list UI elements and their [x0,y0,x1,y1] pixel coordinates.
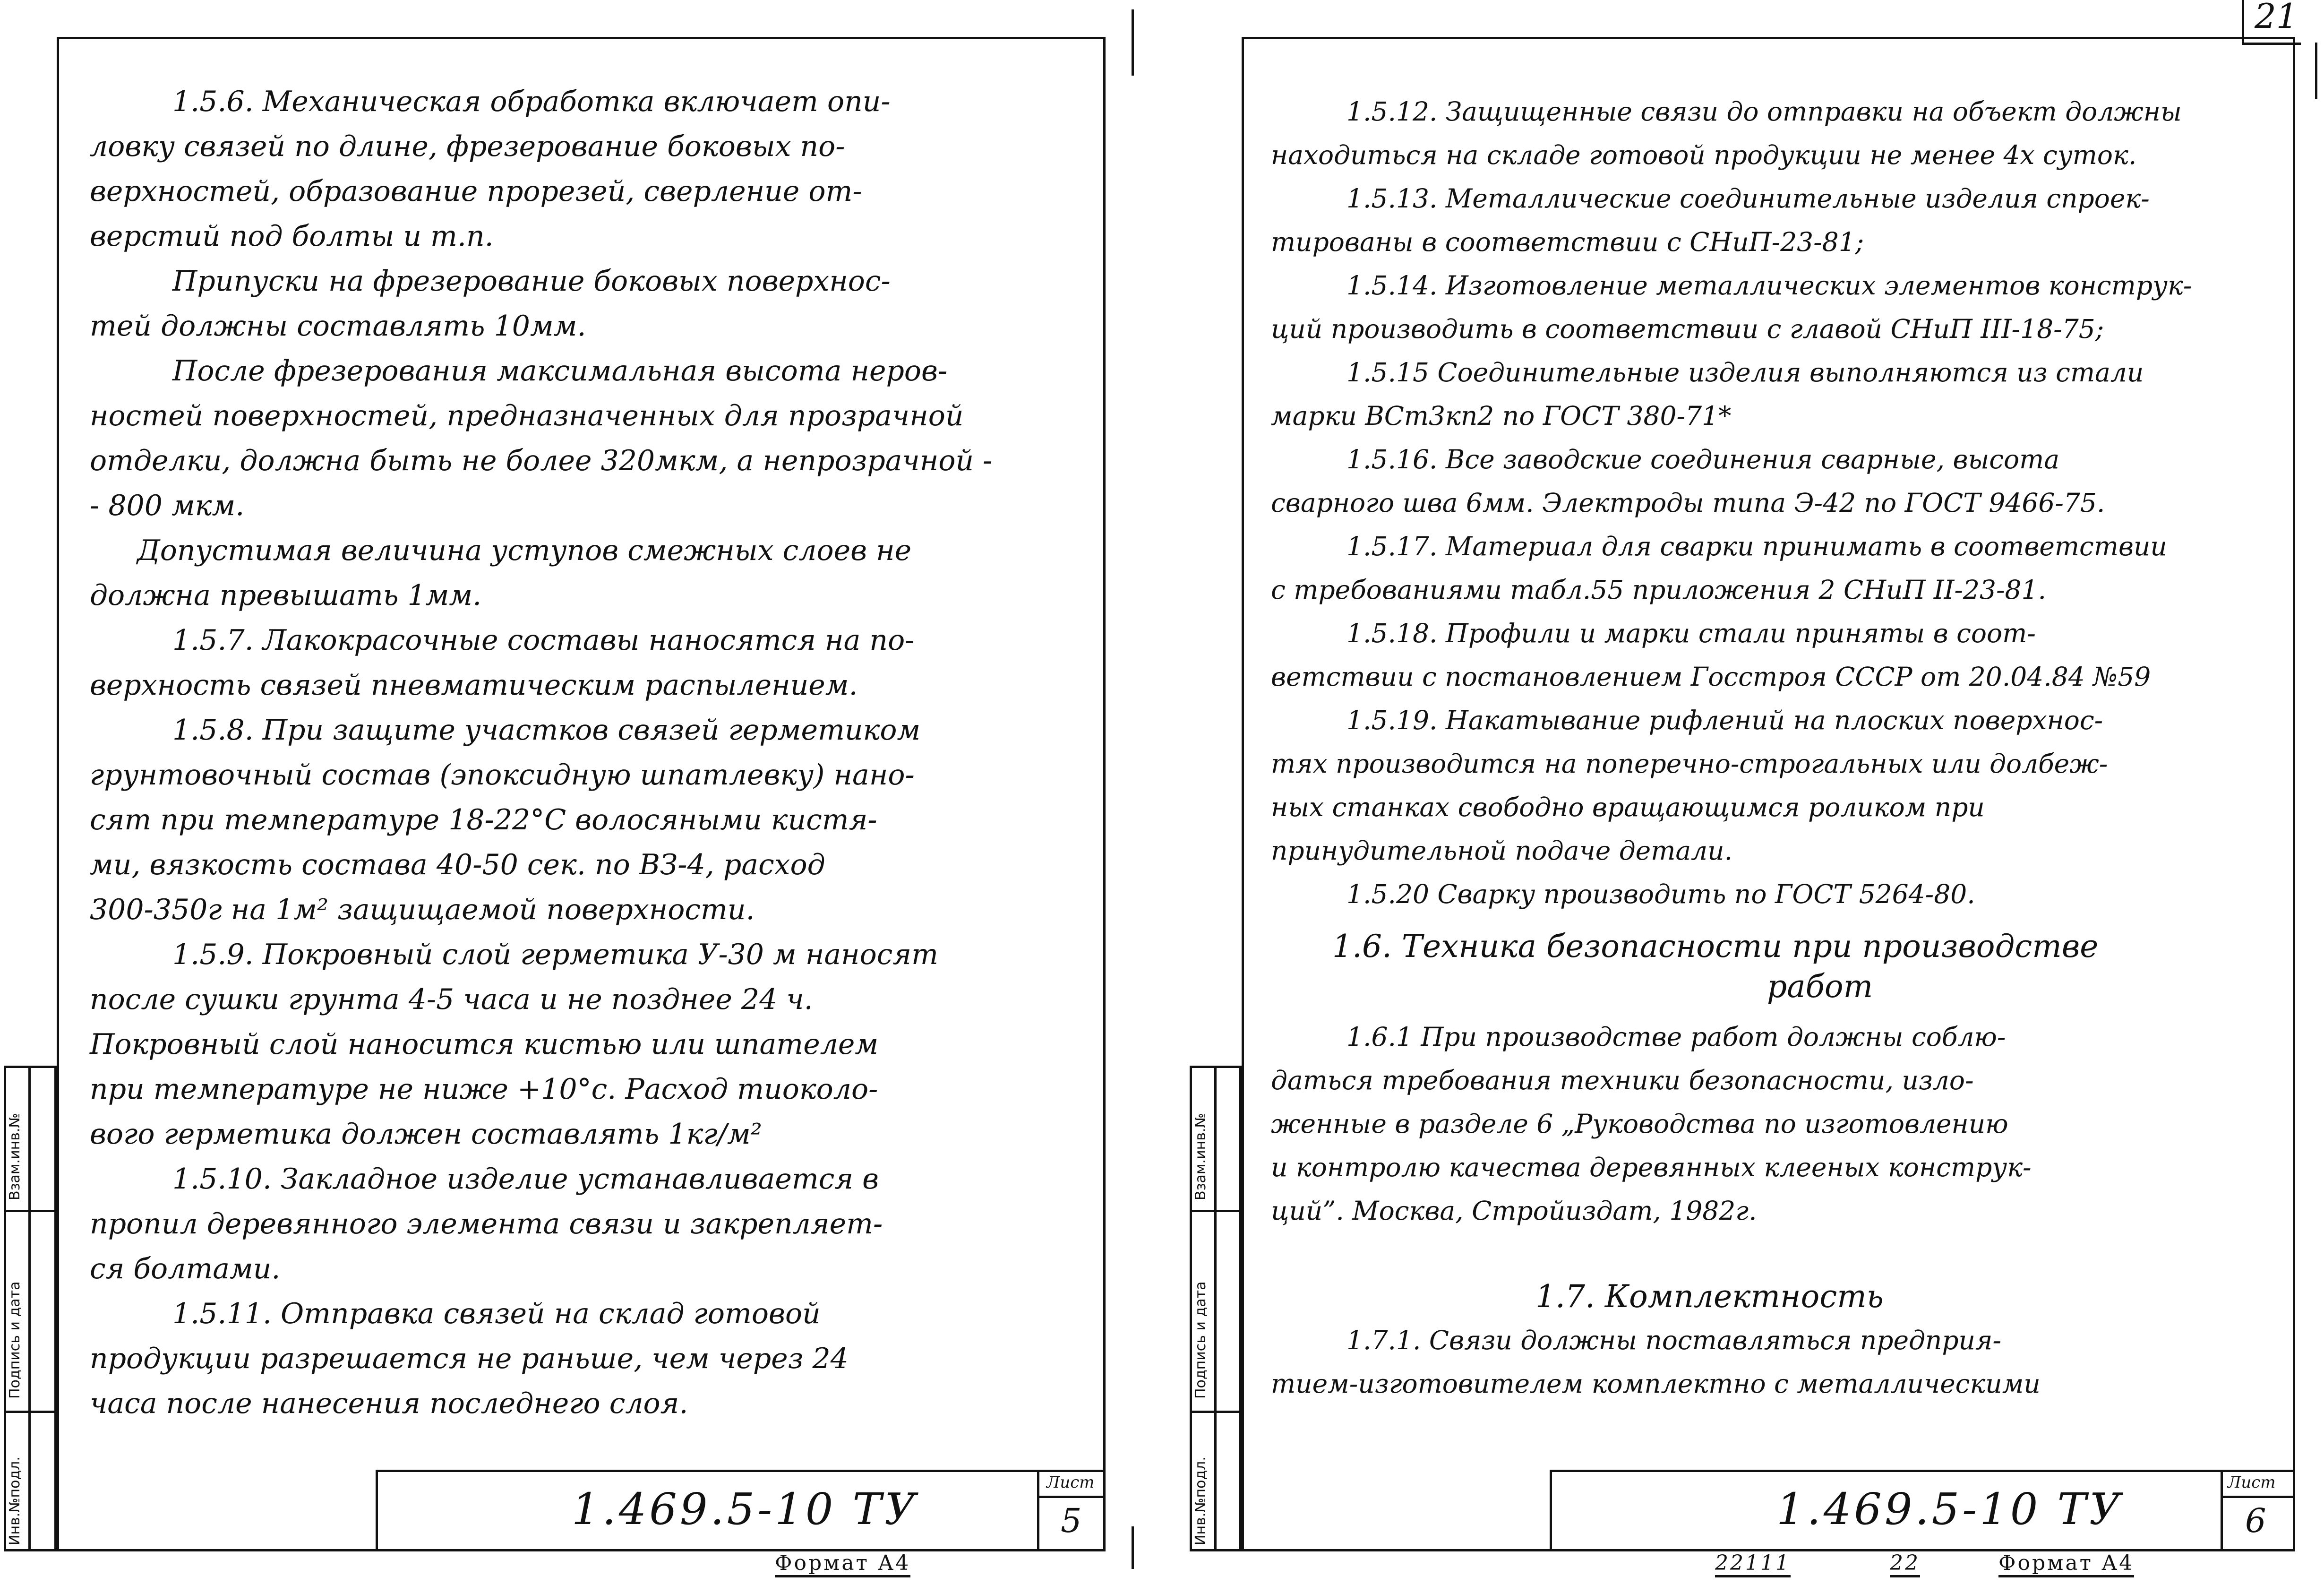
right-margin-label-sign: Подпись и дата [1192,1281,1209,1399]
left-line: 1.5.8. При защите участков связей герметиком [172,714,921,747]
section-heading-cont: работ [1767,968,1873,1005]
right-line: ветствии с постановлением Госстроя СССР от 20.04.84 №59 [1271,662,2151,692]
left-line: 1.5.11. Отправка связей на склад готовой [172,1297,821,1330]
left-line: грунтовочный состав (эпоксидную шпатлевку) нано- [90,758,915,792]
right-doc-code: 1.469.5-10 ТУ [1776,1484,2124,1534]
right-line: тированы в соответствии с СНиП-23-81; [1271,227,1864,257]
right-line: 1.5.20 Сварку производить по ГОСТ 5264-80. [1346,879,1975,909]
left-line: должна превышать 1мм. [90,579,482,612]
left-line: ми, вязкость состава 40-50 сек. по ВЗ-4, расход [90,848,825,881]
right-line: 1.5.16. Все заводские соединения сварные, высота [1346,444,2060,474]
right-title-hdivider [2221,1496,2295,1498]
left-line: пропил деревянного элемента связи и закрепляет- [90,1207,883,1240]
right-line: ций производить в соответствии с главой СНиП III-18-75; [1271,314,2104,344]
left-footer-format: Формат А4 [775,1551,910,1577]
right-page-text [1271,90,2192,1405]
right-line: 1.5.14. Изготовление металлических элементов конструк- [1346,270,2192,301]
left-sheet-number: 5 [1061,1501,1082,1540]
left-line: Допустимая величина уступов смежных слоев не [137,534,912,567]
left-page-text [90,79,992,1426]
right-line: ных станках свободно вращающимся роликом при [1271,792,1985,822]
right-line: 1.5.15 Соединительные изделия выполняются из стали [1346,357,2144,388]
left-line: Припуски на фрезерование боковых поверхнос- [172,265,891,298]
left-line: верхностей, образование прорезей, сверление от- [90,175,862,208]
right-line: 1.7.1. Связи должны поставляться предприя- [1346,1325,2001,1355]
left-line: ловку связей по длине, фрезерование боковых по- [90,130,845,163]
left-line: 1.5.9. Покровный слой герметика У-30 м наносят [172,938,939,971]
right-line: находиться на складе готовой продукции не менее 4х суток. [1271,140,2137,170]
right-line: и контролю качества деревянных клееных конструк- [1271,1152,2032,1182]
left-line: ся болтами. [90,1252,281,1285]
left-line: продукции разрешается не раньше, чем через 24 [90,1342,849,1375]
left-sheet-label: Лист [1046,1473,1095,1492]
right-line: тием-изготовителем комплектно с металлическими [1271,1369,2041,1399]
right-margin-divider [1214,1066,1217,1551]
right-line: 1.5.18. Профили и марки стали приняты в соот- [1346,618,2036,648]
left-margin-label-inv: Инв.№подл. [7,1456,23,1545]
right-line: марки ВСт3кп2 по ГОСТ 380-71* [1271,401,1732,431]
left-line: верстий под болты и т.п. [90,220,494,253]
left-line: при температуре не ниже +10°с. Расход тиоколо- [90,1073,878,1106]
fold-mark-bottom [1132,1526,1134,1569]
section-heading: 1.7. Комплектность [1535,1278,1884,1315]
left-line: после сушки грунта 4-5 часа и не позднее 24 ч. [90,983,813,1016]
right-edge-tick [2315,43,2317,99]
right-line: тях производится на поперечно-строгальных или долбеж- [1271,749,2108,779]
right-line: с требованиями табл.55 приложения 2 СНиП II-23-81. [1271,575,2047,605]
left-line: После фрезерования максимальная высота неров- [172,354,948,388]
left-margin-sep-1 [4,1210,57,1212]
corner-page-number-text: 21 [2255,0,2298,36]
right-sheet-number: 6 [2245,1501,2266,1540]
right-line: женные в разделе 6 „Руководства по изготовлению [1271,1109,2008,1139]
right-line: ций”. Москва, Стройиздат, 1982г. [1271,1196,1757,1226]
left-doc-code: 1.469.5-10 ТУ [572,1484,919,1534]
right-margin-label-inv: Инв.№подл. [1192,1456,1209,1545]
right-footer-copy: 22 [1890,1551,1920,1577]
left-title-divider [1037,1470,1039,1551]
right-line: даться требования техники безопасности, изло- [1271,1065,1974,1095]
left-line: сят при температуре 18-22°С волосяными кистя- [90,803,877,836]
right-line: 1.5.12. Защищенные связи до отправки на объект должны [1346,96,2182,127]
left-margin-label-replace: Взам.инв.№ [7,1113,23,1200]
right-line: 1.6.1 При производстве работ должны соблю- [1346,1022,2006,1052]
right-line: 1.5.17. Материал для сварки принимать в соответствии [1346,531,2167,561]
left-margin-sep-2 [4,1411,57,1413]
right-line: принудительной подаче детали. [1271,836,1733,866]
right-line: 1.5.19. Накатывание рифлений на плоских поверхнос- [1346,705,2103,735]
left-line: 1.5.7. Лакокрасочные составы наносятся на по- [172,624,915,657]
left-margin-label-sign: Подпись и дата [7,1281,23,1399]
left-line: верхность связей пневматическим распылением. [90,669,858,702]
right-title-divider [2221,1470,2223,1551]
left-line: Покровный слой наносится кистью или шпателем [90,1028,879,1061]
left-line: 1.5.6. Механическая обработка включает опи- [172,85,891,118]
right-margin-sep-1 [1190,1210,1242,1212]
left-line: тей должны составлять 10мм. [90,310,586,343]
right-line: 1.5.13. Металлические соединительные изделия спроек- [1346,183,2150,214]
right-margin-sep-2 [1190,1411,1242,1413]
left-line: 300-350г на 1м² защищаемой поверхности. [90,893,755,926]
left-margin-divider [28,1066,31,1551]
right-footer-format: Формат А4 [1998,1551,2134,1577]
right-margin-label-replace: Взам.инв.№ [1192,1113,1209,1200]
right-footer-order: 22111 [1715,1551,1791,1577]
left-title-hdivider [1037,1496,1106,1498]
left-line: часа после нанесения последнего слоя. [90,1387,688,1420]
section-heading: 1.6. Техника безопасности при производстве [1332,928,2099,965]
left-line: отделки, должна быть не более 320мкм, а непрозрачной - [90,444,993,477]
left-line: - 800 мкм. [90,489,245,522]
left-line: ностей поверхностей, предназначенных для прозрачной [90,399,964,432]
left-line: вого герметика должен составлять 1кг/м² [90,1118,762,1151]
right-sheet-label: Лист [2228,1473,2276,1492]
right-line: сварного шва 6мм. Электроды типа Э-42 по ГОСТ 9466-75. [1271,488,2105,518]
fold-mark-top [1132,9,1134,76]
left-line: 1.5.10. Закладное изделие устанавливается в [172,1163,879,1196]
